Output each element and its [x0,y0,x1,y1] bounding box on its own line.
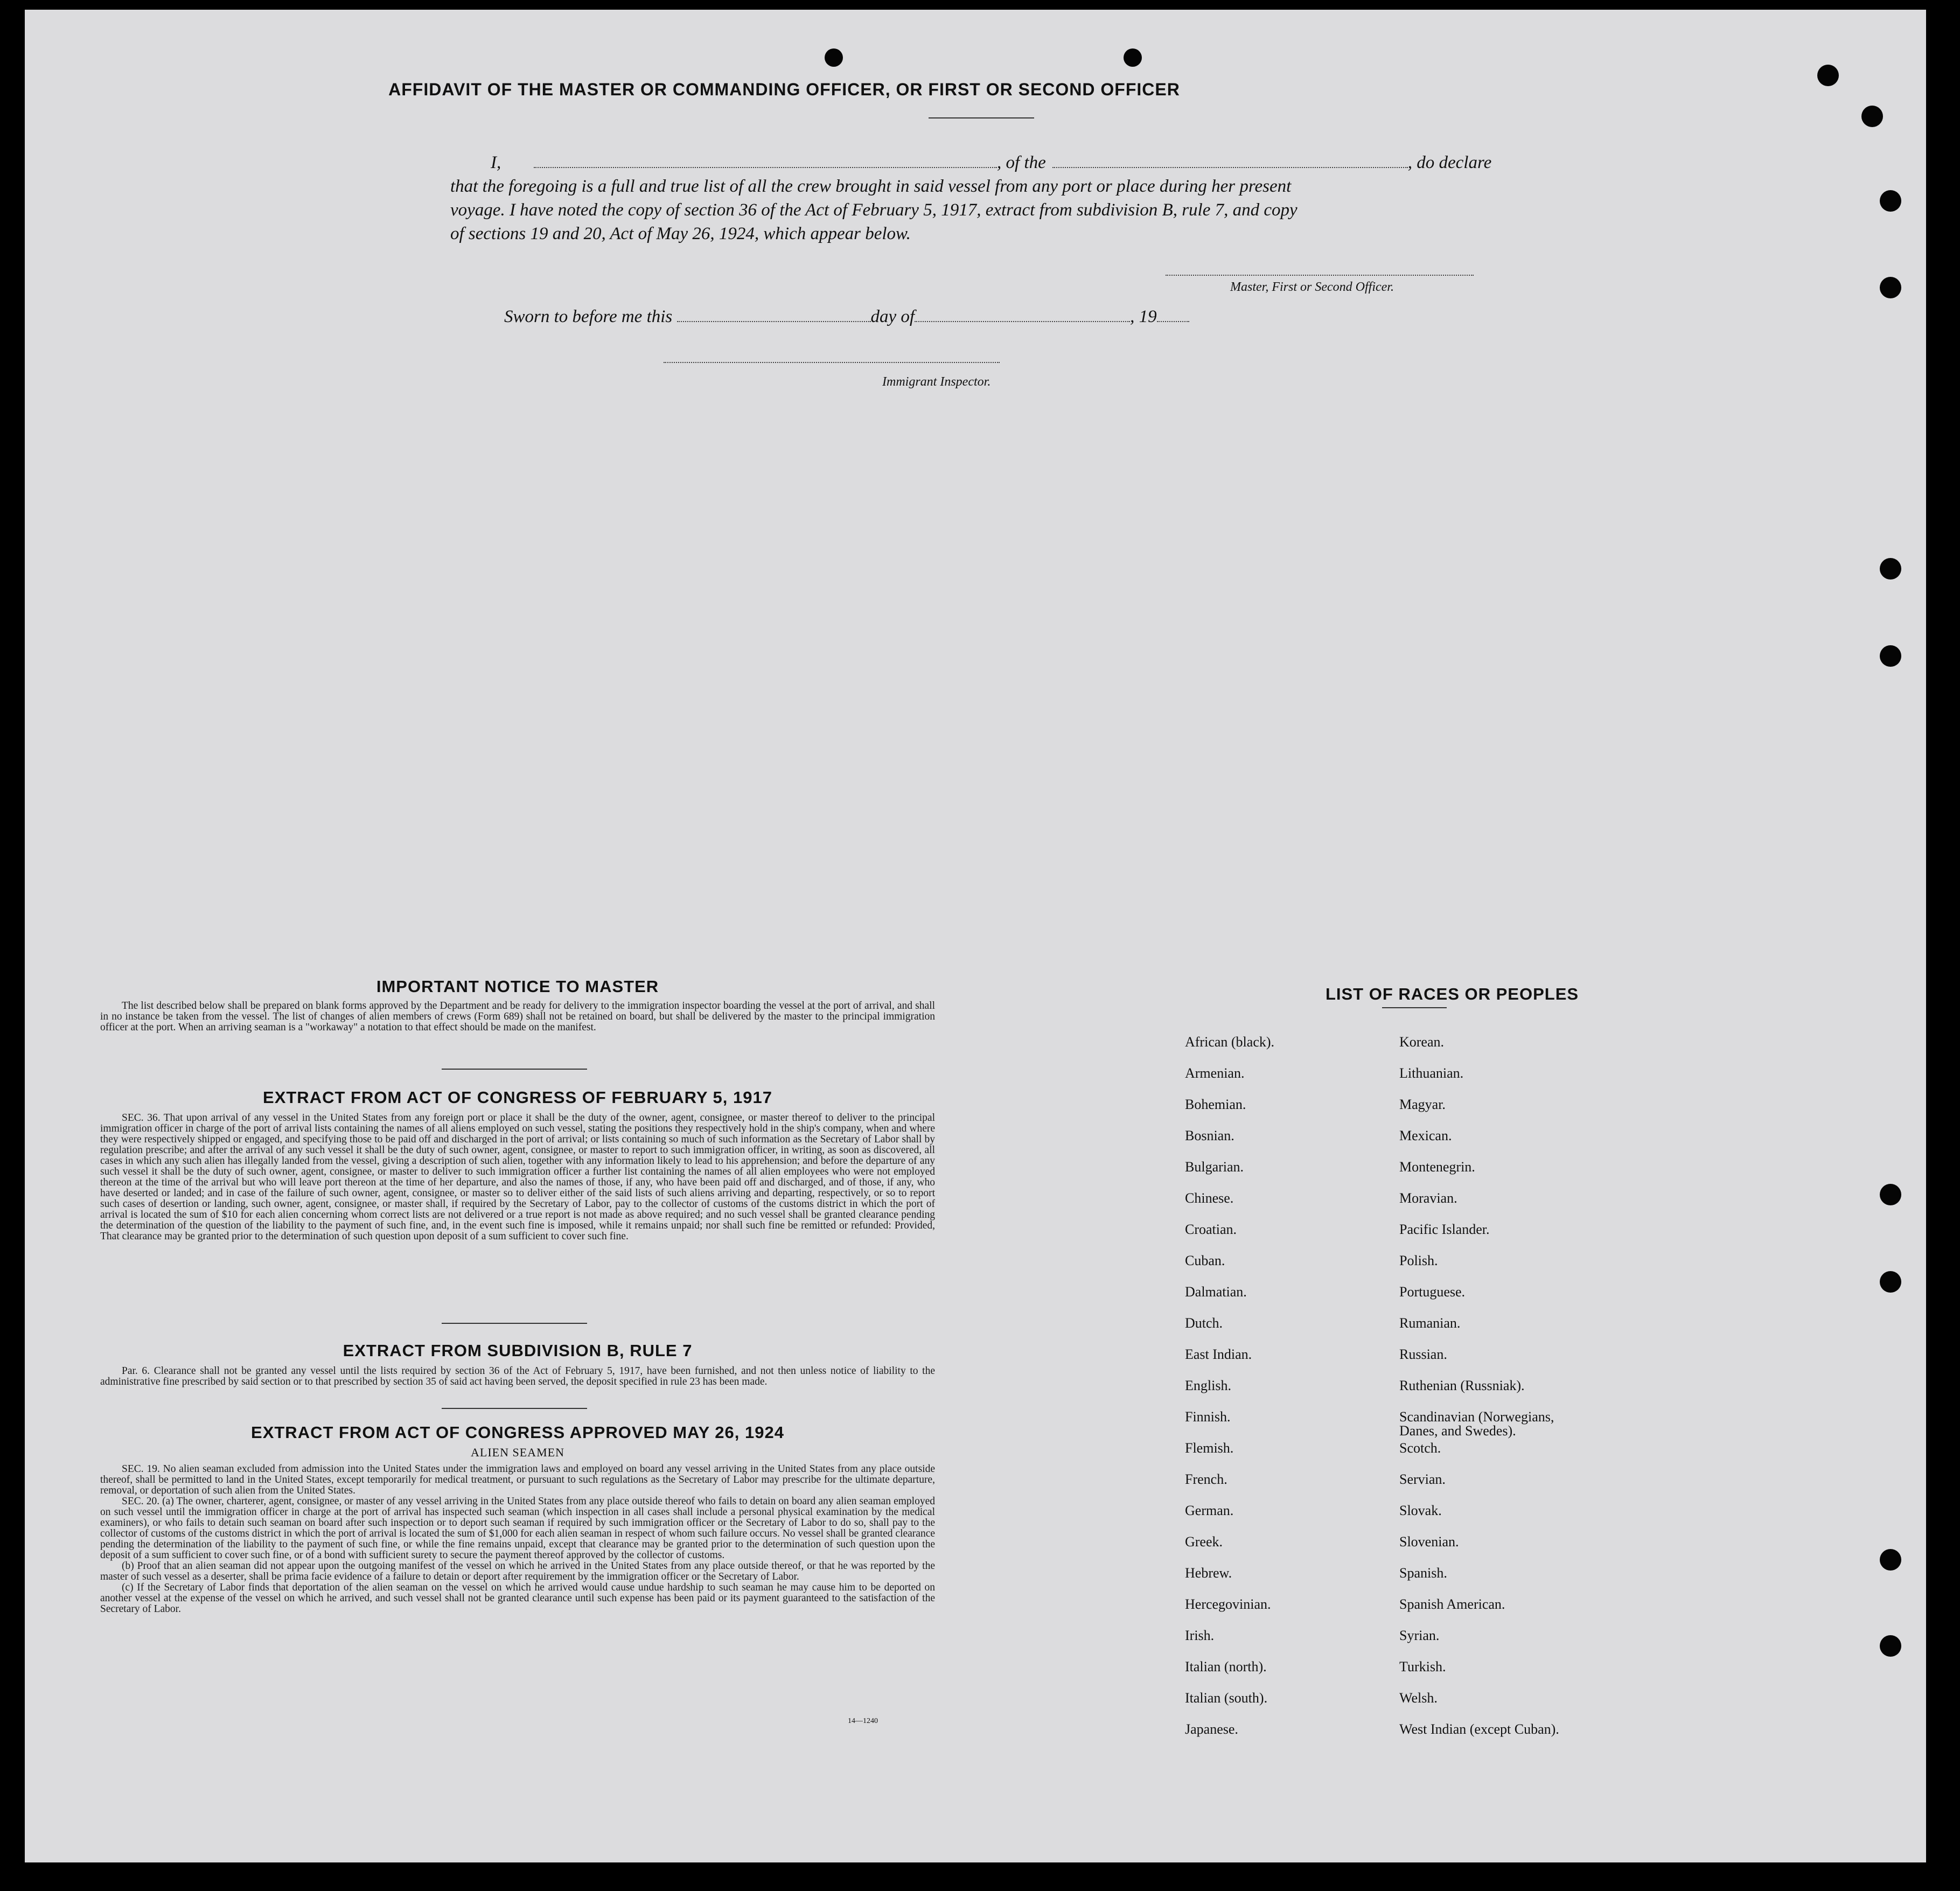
races-title-rule [1382,1007,1447,1008]
vessel-name-field[interactable] [1052,152,1408,168]
race-item: East Indian. [1185,1346,1252,1362]
race-item: Pacific Islander. [1399,1222,1490,1237]
race-item: Scotch. [1399,1440,1441,1456]
punch-hole [825,48,843,67]
extract-rule7-text [100,1366,935,1387]
race-item: Hebrew. [1185,1565,1232,1581]
punch-hole [1880,1549,1901,1571]
section-20a-paragraph: SEC. 20. (a) The owner, charterer, agent, consignee, or master of any vessel arriving in the United States from any place outside thereof who fails to detain on board any alien seaman employed on such vessel until the immigration officer in charge at the port of arrival has inspected such seaman (which inspection in all cases shall include a personal physical examination by the medical examiners), or who fails to detain such seaman on board after such inspection or to deport such seaman if required by such immigration officer or the Secretary of Labor to do so, shall pay to the collector of customs of the customs district in which the port of arrival is located the sum of $1,000 for each alien seaman in respect of whom such failure occurs. No vessel shall be granted clearance pending the determination of the liability to the payment of such fine, or while the fine remains unpaid, except that clearance may be granted prior to the determination of such question upon the deposit of a sum sufficient to cover such fine, or of a bond with sufficient surety to secure the payment thereof approved by the collector of customs. [100,1496,935,1561]
section-rule [442,1323,587,1324]
of-the-label: , of the [997,153,1046,172]
master-name-field[interactable] [534,152,997,168]
section-36-paragraph: SEC. 36. That upon arrival of any vessel in the United States from any foreign port or place it shall be the duty of the owner, agent, consignee, or master thereof to deliver to the principal immigration officer in charge of the port of arrival lists containing the names of all aliens employed on such vessel, stating the positions they respectively hold in the ship's company, when and where they were respectively shipped or engaged, and specifying those to be paid off and discharged in the port of arrival; or lists containing so much of such information as the Secretary of Labor shall by regulation prescribe; and after the arrival of any such vessel it shall be the duty of such owner, agent, consignee, or master to report to such immigration officer, in writing, as soon as discovered, all cases in which any such alien has illegally landed from the vessel, giving a description of such alien, together with any information likely to lead to his apprehension; and before the departure of any such vessel it shall be the duty of such owner, agent, consignee, or master to deliver to such immigration officer a further list containing the names of all alien employees who were not employed thereon at the time of the arrival but who will leave port thereon at the time of her departure, and also the names of those, if any, who have been paid off and discharged, and of those, if any, who have deserted or landed; and in case of the failure of such owner, agent, consignee, or master so to deliver either of the said lists of such aliens arriving and departing, respectively, or so to report such cases of desertion or landing, such owner, agent, consignee, or master shall, if required by the Secretary of Labor, pay to the collector of customs of the customs district in which the port of arrival is located the sum of $10 for each alien concerning whom correct lists are not delivered or a true report is not made as above required; and no such vessel shall be granted clearance pending the determination of the question of the liability to the payment of such fine, and, in the event such fine is imposed, while it remains unpaid; nor shall such fine be remitted or refunded: Provided, That clearance may be granted prior to the determination of such question upon deposit of a sum sufficient to cover such fine. [100,1112,935,1242]
punch-hole [1880,558,1901,580]
affidavit-title: AFFIDAVIT OF THE MASTER OR COMMANDING OFFICER, OR FIRST OR SECOND OFFICER [388,80,1180,99]
master-signature-line[interactable] [1166,275,1474,276]
race-item: Syrian. [1399,1628,1440,1643]
race-item: Korean. [1399,1034,1445,1050]
declaration-line-4: of sections 19 and 20, Act of May 26, 1924, which appear below. [450,224,911,243]
sworn-label: Sworn to before me this [504,307,673,326]
paragraph-6: Par. 6. Clearance shall not be granted any vessel until the lists required by section 36 of the Act of February 5, 1917, have been furnished, and not then unless notice of liability to the administrative fine prescribed by said section or to that prescribed by section 35 of said act having been served, the deposit specified in rule 23 has been made. [100,1365,935,1387]
race-item: Irish. [1185,1628,1215,1643]
section-rule [442,1408,587,1409]
race-item: Bosnian. [1185,1128,1234,1143]
race-item: Moravian. [1399,1190,1457,1206]
races-title: LIST OF RACES OR PEOPLES [1325,985,1579,1003]
race-item: African (black). [1185,1034,1275,1050]
race-item: Scandinavian (Norwegians, Danes, and Swedes). [1399,1409,1554,1439]
extract-rule7-title: EXTRACT FROM SUBDIVISION B, RULE 7 [343,1341,693,1360]
race-item: Polish. [1399,1253,1438,1268]
extract-1924-title: EXTRACT FROM ACT OF CONGRESS APPROVED MAY 26, 1924 [251,1423,784,1442]
race-item: Greek. [1185,1534,1223,1550]
form-sheet [25,10,1926,1862]
race-item: Russian. [1399,1346,1447,1362]
race-item: German. [1185,1503,1234,1518]
form-number: 14—1240 [848,1717,878,1725]
race-item: Chinese. [1185,1190,1234,1206]
race-item: Hercegovinian. [1185,1596,1271,1612]
race-item: Dalmatian. [1185,1284,1247,1300]
race-item: Bulgarian. [1185,1159,1244,1175]
title-rule [929,117,1034,118]
day-of-label: day of [870,307,915,326]
declaration-line-2: that the foregoing is a full and true list of all the crew brought in said vessel from any port or place during her present [450,177,1292,196]
notice-title: IMPORTANT NOTICE TO MASTER [376,977,659,996]
notice-paragraph: The list described below shall be prepared on blank forms approved by the Department and be ready for delivery to the immigration inspector boarding the vessel at the port of arrival, and shall in no instance be taken from the vessel. The list of changes of alien members of crews (Form 689) shall not be retained on board, but shall be delivered by the master to the principal immigration officer at the port. When an arriving seaman is a "workaway" a notation to that effect should be made on the manifest. [100,1000,935,1033]
section-20c-paragraph: (c) If the Secretary of Labor finds that deportation of the alien seaman on the vessel on which he arrived would cause undue hardship to such seaman he may cause him to be deported on another vessel at the expense of the vessel on which he arrived, and such vessel shall not be granted clearance until such expense has been paid or its payment guaranteed to the satisfaction of the Secretary of Labor. [100,1582,935,1615]
race-item: Turkish. [1399,1659,1446,1674]
race-item: Japanese. [1185,1721,1238,1737]
race-item: Finnish. [1185,1409,1231,1425]
race-item: Dutch. [1185,1315,1223,1331]
race-item: Italian (north). [1185,1659,1267,1674]
race-item: Welsh. [1399,1690,1438,1706]
declaration-line-3: voyage. I have noted the copy of section 36 of the Act of February 5, 1917, extract from subdivision B, rule 7, and copy [450,200,1298,220]
punch-hole [1124,48,1142,67]
master-signature-label: Master, First or Second Officer. [1230,280,1394,294]
race-item: Servian. [1399,1471,1446,1487]
race-item: Armenian. [1185,1065,1245,1081]
punch-hole [1817,65,1839,86]
punch-hole [1880,1184,1901,1205]
extract-1924-text [100,1464,935,1615]
race-item: Rumanian. [1399,1315,1461,1331]
race-item: Montenegrin. [1399,1159,1475,1175]
i-label: I, [491,153,501,172]
race-item: Slovenian. [1399,1534,1459,1550]
race-item: Bohemian. [1185,1097,1246,1112]
section-rule [442,1069,587,1070]
section-20b-paragraph: (b) Proof that an alien seaman did not appear upon the outgoing manifest of the vessel on which he arrived in the United States from any place outside thereof, or that he was reported by the master of such vessel as a deserter, shall be prima facie evidence of a failure to detain or deport after requirement by the immigration officer or the Secretary of Labor. [100,1560,935,1582]
race-item: Spanish American. [1399,1596,1505,1612]
race-item: Lithuanian. [1399,1065,1464,1081]
race-item: Italian (south). [1185,1690,1268,1706]
punch-hole [1880,277,1901,298]
extract-1917-title: EXTRACT FROM ACT OF CONGRESS OF FEBRUARY 5, 1917 [263,1088,772,1107]
race-item: Slovak. [1399,1503,1442,1518]
race-item: Spanish. [1399,1565,1447,1581]
sworn-year-field[interactable] [1157,306,1189,322]
punch-hole [1880,1635,1901,1657]
race-item: Cuban. [1185,1253,1225,1268]
year-label: , 19 [1130,307,1157,326]
race-item: French. [1185,1471,1227,1487]
inspector-signature-line[interactable] [664,362,1000,363]
punch-hole [1880,645,1901,667]
inspector-label: Immigrant Inspector. [882,375,991,389]
race-item: Mexican. [1399,1128,1452,1143]
race-item: Croatian. [1185,1222,1237,1237]
race-item: Ruthenian (Russniak). [1399,1378,1525,1393]
sworn-month-field[interactable] [915,306,1130,322]
punch-hole [1861,106,1883,127]
extract-1917-text [100,1113,935,1242]
punch-hole [1880,1271,1901,1293]
race-item: English. [1185,1378,1231,1393]
section-19-paragraph: SEC. 19. No alien seaman excluded from admission into the United States under the immigration laws and employed on board any vessel arriving in the United States from any place outside thereof, shall be permitted to land in the United States, except temporarily for medical treatment, or pursuant to such regulations as the Secretary of Labor may prescribe for the ultimate departure, removal, or deportation of such alien from the United States. [100,1463,935,1496]
punch-hole [1880,190,1901,212]
race-item: Portuguese. [1399,1284,1466,1300]
sworn-line [504,305,1598,329]
alien-seamen-subtitle: ALIEN SEAMEN [471,1446,564,1459]
sworn-date-field[interactable] [677,306,871,322]
declare-label: , do declare [1407,153,1492,172]
race-item: Flemish. [1185,1440,1234,1456]
race-item: Magyar. [1399,1097,1446,1112]
notice-text [100,1001,935,1033]
declaration-line-1 [450,151,1544,175]
race-item: West Indian (except Cuban). [1399,1721,1559,1737]
